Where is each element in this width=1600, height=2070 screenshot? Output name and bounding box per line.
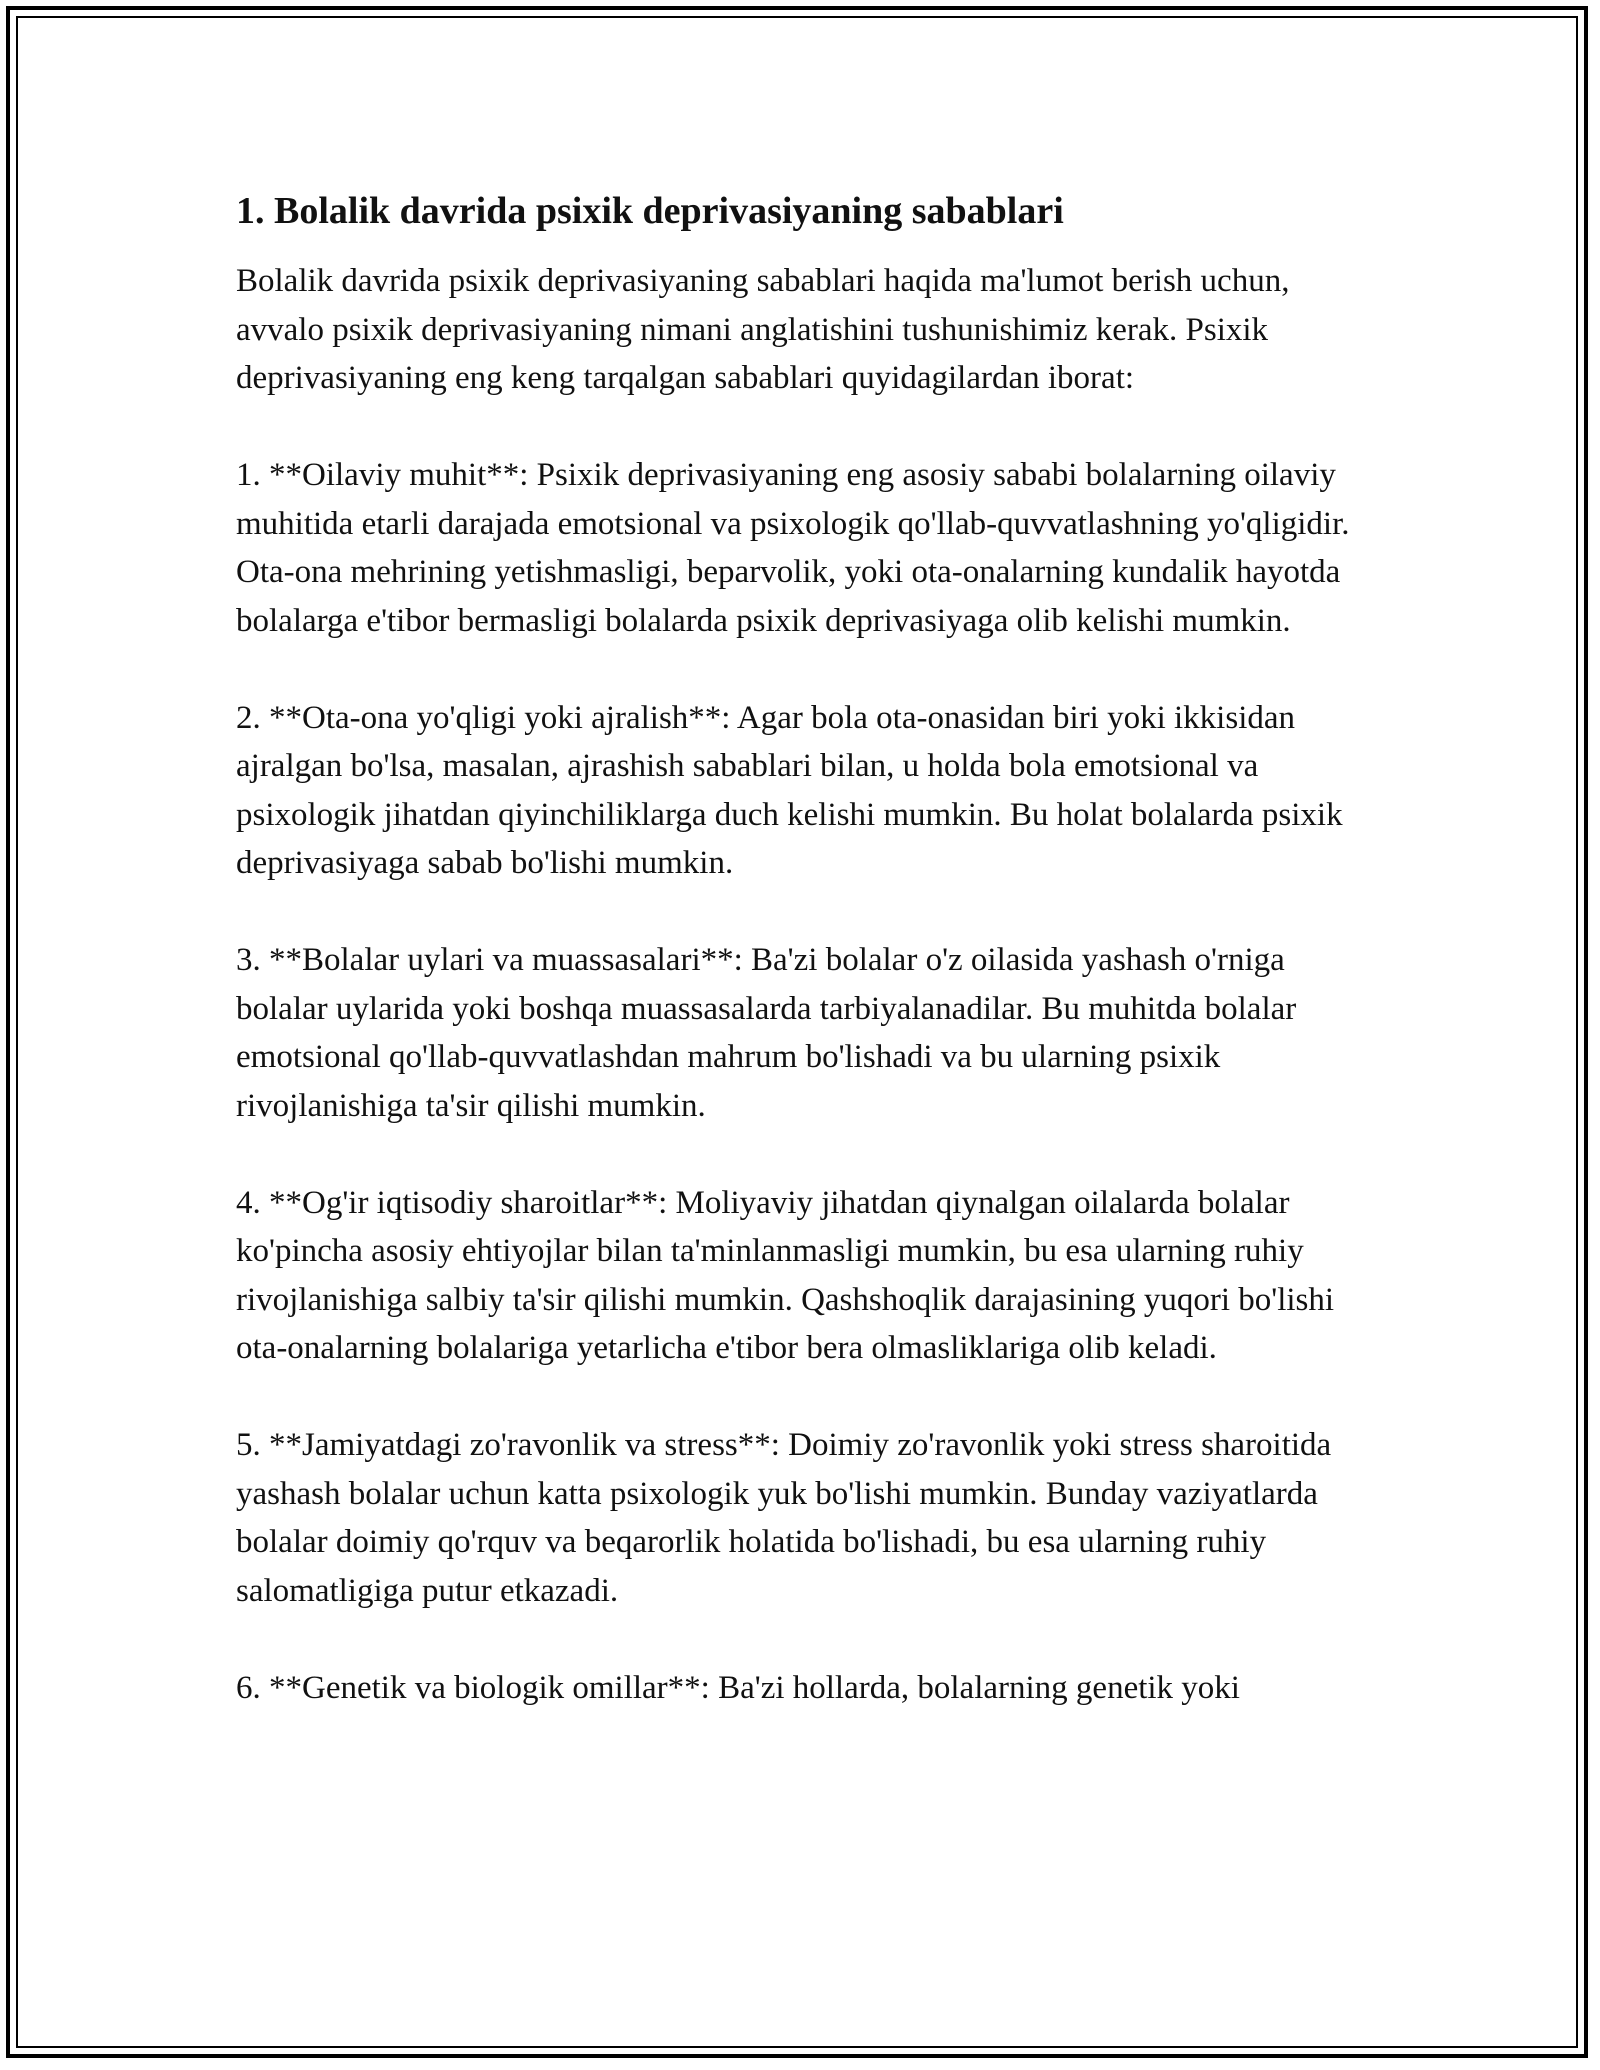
- list-item-orphanages: 3. **Bolalar uylari va muassasalari**: Ba'zi bolalar o'z oilasida yashash o'rniga bolalar uylarida yoki boshqa muassasalarda tarbiyalanadilar. Bu muhitda bolalar emotsional qo'llab-quvvatlashdan mahrum bo'lishadi va bu ularning psixik rivojlanishiga ta'sir qilishi mumkin.: [236, 942, 1297, 1124]
- list-item-parent-absence: 2. **Ota-ona yo'qligi yoki ajralish**: Agar bola ota-onasidan biri yoki ikkisidan ajralgan bo'lsa, masalan, ajrashish sabablari bilan, u holda bola emotsional va psixologik jihatdan qiyinchiliklarga duch kelishi mumkin. Bu holat bolalarda psixik deprivasiyaga sabab bo'lishi mumkin.: [236, 699, 1343, 881]
- intro-paragraph: Bolalik davrida psixik deprivasiyaning sabablari haqida ma'lumot berish uchun, avvalo psixik deprivasiyaning nimani anglatishini tushunishimiz kerak. Psixik deprivasiyaning eng keng tarqalgan sabablari quyidagilardan iborat:: [236, 263, 1290, 396]
- document-body: [236, 185, 1366, 1761]
- list-item-family-environment: 1. **Oilaviy muhit**: Psixik deprivasiyaning eng asosiy sababi bolalarning oilaviy muhitida etarli darajada emotsional va psixologik qo'llab-quvvatlashning yo'qligidir. Ota-ona mehrining yetishmasligi, beparvolik, yoki ota-onalarning kundalik hayotda bolalarga e'tibor bermasligi bolalarda psixik deprivasiyaga olib kelishi mumkin.: [236, 457, 1350, 639]
- list-item-economic-conditions: 4. **Og'ir iqtisodiy sharoitlar**: Moliyaviy jihatdan qiynalgan oilalarda bolalar ko'pincha asosiy ehtiyojlar bilan ta'minlanmasligi mumkin, bu esa ularning ruhiy rivojlanishiga salbiy ta'sir qilishi mumkin. Qashshoqlik darajasining yuqori bo'lishi ota-onalarning bolalariga yetarlicha e'tibor bera olmasliklariga olib keladi.: [236, 1184, 1335, 1366]
- section-heading: 1. Bolalik davrida psixik deprivasiyaning sabablari: [236, 190, 1064, 232]
- list-item-violence-stress: 5. **Jamiyatdagi zo'ravonlik va stress**: Doimiy zo'ravonlik yoki stress sharoitida yashash bolalar uchun katta psixologik yuk bo'lishi mumkin. Bunday vaziyatlarda bolalar doimiy qo'rquv va beqarorlik holatida bo'lishadi, bu esa ularning ruhiy salomatligiga putur etkazadi.: [236, 1427, 1332, 1609]
- list-item-genetic-factors: 6. **Genetik va biologik omillar**: Ba'zi hollarda, bolalarning genetik yoki: [236, 1669, 1240, 1706]
